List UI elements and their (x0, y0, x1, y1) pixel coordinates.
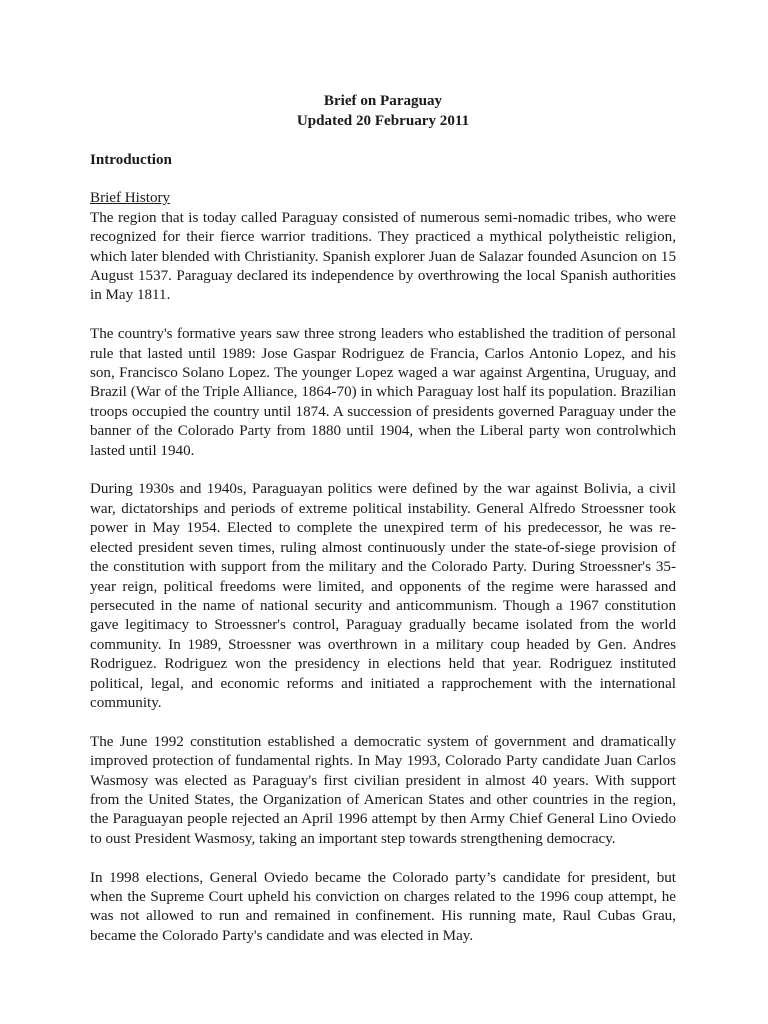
document-page (90, 92, 676, 966)
paragraph-4: The June 1992 constitution established a democratic system of government and dramatically improved protection of fundamental rights. In May 1993, Colorado Party candidate Juan Carlos Wasmosy was elected as Paraguay's first civilian president in almost 40 years. With support from the United States, the Organization of American States and other countries in the region, the Paraguayan people rejected an April 1996 attempt by then Army Chief General Lino Oviedo to oust President Wasmosy, taking an important step towards strengthening democracy. (90, 733, 676, 847)
subsection-heading-brief-history: Brief History (90, 190, 171, 207)
paragraph-1: The region that is today called Paraguay consisted of numerous semi-nomadic tribes, who were recognized for their fierce warrior traditions. They practiced a mythical polytheistic religion, which later blended with Christianity. Spanish explorer Juan de Salazar founded Asuncion on 15 August 1537. Paraguay declared its independence by overthrowing the local Spanish authorities in May 1811. (90, 209, 676, 304)
paragraph-3: During 1930s and 1940s, Paraguayan politics were defined by the war against Bolivia, a civil war, dictatorships and periods of extreme political instability. General Alfredo Stroessner took power in May 1954. Elected to complete the unexpired term of his predecessor, he was re-elected president seven times, ruling almost continuously under the state-of-siege provision of the constitution with support from the military and the Colorado Party. During Stroessner's 35-year reign, political freedoms were limited, and opponents of the regime were harassed and persecuted in the name of national security and anticommunism. Though a 1967 constitution gave legitimacy to Stroessner's control, Paraguay gradually became isolated from the world community. In 1989, Stroessner was overthrown in a military coup headed by Gen. Andres Rodriguez. Rodriguez won the presidency in elections held that year. Rodriguez instituted political, legal, and economic reforms and initiated a rapprochement with the international community. (90, 481, 676, 711)
section-heading-introduction: Introduction (90, 152, 172, 168)
document-title: Brief on Paraguay (323, 93, 443, 109)
paragraph-2: The country's formative years saw three strong leaders who established the tradition of personal rule that lasted until 1989: Jose Gaspar Rodriguez de Francia, Carlos Antonio Lopez, and his son, Francisco Solano Lopez. The younger Lopez waged a war against Argentina, Uruguay, and Brazil (War of the Triple Alliance, 1864-70) in which Paraguay lost half its population. Brazilian troops occupied the country until 1874. A succession of presidents governed Paraguay under the banner of the Colorado Party from 1880 until 1904, when the Liberal party won controlwhich lasted until 1940. (90, 326, 676, 459)
title-block (90, 92, 676, 131)
paragraph-5: In 1998 elections, General Oviedo became the Colorado party’s candidate for president, but when the Supreme Court upheld his conviction on charges related to the 1996 coup attempt, he was not allowed to run and remained in confinement. His running mate, Raul Cubas Grau, became the Colorado Party's candidate and was elected in May. (90, 869, 676, 944)
document-updated-date: Updated 20 February 2011 (296, 112, 470, 129)
